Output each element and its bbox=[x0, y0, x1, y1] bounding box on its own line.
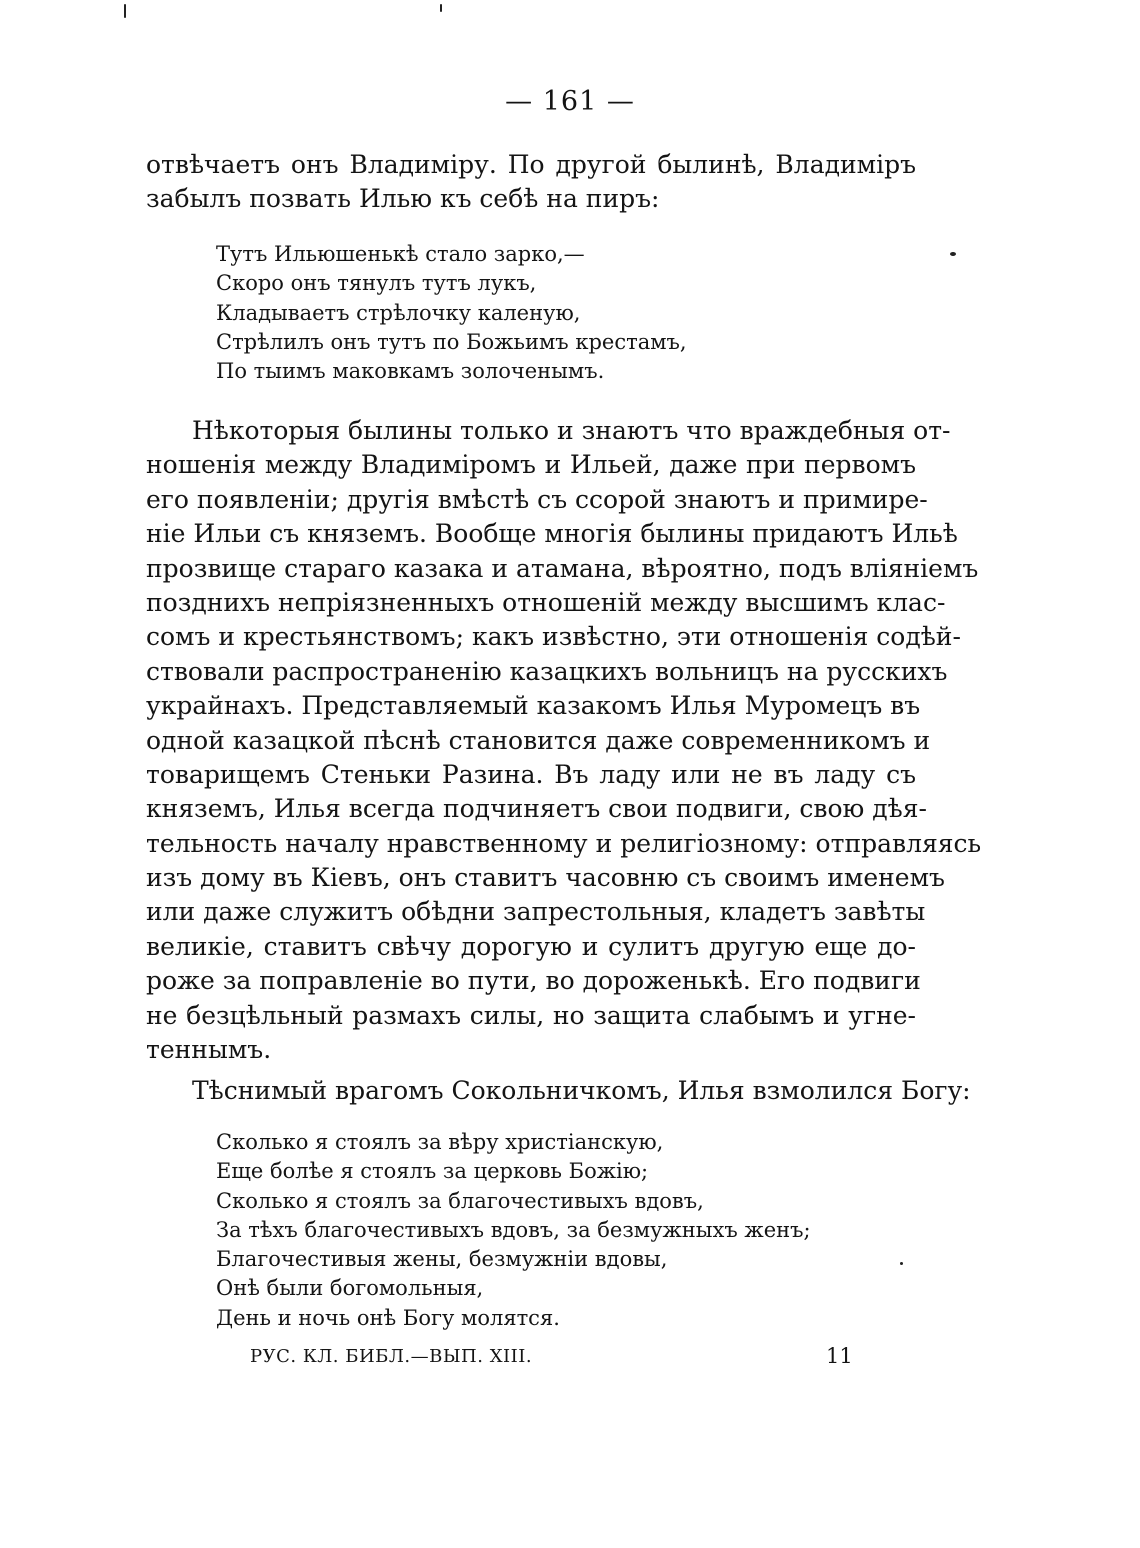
verse-line: Кладываетъ стрѣлочку каленую, bbox=[216, 300, 581, 325]
verse-line: Сколько я стоялъ за вѣру христіанскую, bbox=[216, 1130, 664, 1154]
second-paragraph bbox=[146, 1074, 971, 1108]
scan-speck bbox=[950, 252, 956, 256]
sheet-number: 11 bbox=[826, 1344, 853, 1368]
verse-line: Скоро онъ тянулъ тутъ лукъ, bbox=[216, 271, 537, 296]
text-line: тельность началу нравственному и религіозному: отправляясь bbox=[146, 828, 982, 858]
text-line: изъ дому въ Кіевъ, онъ ставитъ часовню съ своимъ именемъ bbox=[146, 863, 945, 893]
text-line: сомъ и крестьянствомъ; какъ извѣстно, эти отношенія содѣй- bbox=[146, 622, 961, 652]
scan-speck bbox=[440, 4, 442, 12]
text-line: роже за поправленіе во пути, во дороженькѣ. Его подвиги bbox=[146, 966, 921, 996]
text-line: отвѣчаетъ онъ Владиміру. По другой былинѣ, Владиміръ bbox=[146, 150, 916, 179]
text-line: Тѣснимый врагомъ Сокольничкомъ, Илья взмолился Богу: bbox=[192, 1076, 971, 1105]
text-line: товарищемъ Стеньки Разина. Въ ладу или не въ ладу съ bbox=[146, 759, 916, 789]
signature-mark: РУС. КЛ. БИБЛ.—ВЫП. XIII. bbox=[250, 1346, 533, 1367]
verse-line: День и ночь онѣ Богу молятся. bbox=[216, 1305, 560, 1330]
intro-paragraph bbox=[146, 148, 916, 217]
verse-line: По тыимъ маковкамъ золоченымъ. bbox=[216, 359, 605, 384]
verse-line: Онѣ были богомольныя, bbox=[216, 1276, 484, 1301]
text-line: ствовали распространенію казацкихъ вольницъ на русскихъ bbox=[146, 656, 948, 686]
text-line: ніе Ильи съ княземъ. Вообще многія былины придаютъ Ильѣ bbox=[146, 519, 958, 549]
verse-line: Благочестивыя жены, безмужніи вдовы, bbox=[216, 1247, 668, 1272]
text-line: его появленіи; другія вмѣстѣ съ ссорой знаютъ и примире- bbox=[146, 484, 928, 514]
page-number: — 161 — bbox=[505, 86, 635, 117]
main-paragraph bbox=[146, 414, 982, 1067]
text-line: забылъ позвать Илью къ себѣ на пиръ: bbox=[146, 184, 660, 214]
scan-speck bbox=[124, 4, 126, 18]
verse-line: За тѣхъ благочестивыхъ вдовъ, за безмужныхъ женъ; bbox=[216, 1217, 811, 1242]
text-line: украйнахъ. Представляемый казакомъ Илья Муромецъ въ bbox=[146, 691, 921, 721]
text-line: позднихъ непріязненныхъ отношеній между высшимъ клас- bbox=[146, 587, 946, 617]
text-line: теннымъ. bbox=[146, 1035, 272, 1065]
verse-line: Тутъ Ильюшенькѣ стало зарко,— bbox=[216, 242, 585, 266]
text-line: Нѣкоторыя былины только и знаютъ что враждебныя от- bbox=[192, 416, 951, 445]
scan-speck bbox=[900, 1262, 903, 1265]
verse-quote-2 bbox=[216, 1128, 811, 1333]
text-line: одной казацкой пѣснѣ становится даже современникомъ и bbox=[146, 725, 931, 755]
text-line: не безцѣльный размахъ силы, но защита слабымъ и угне- bbox=[146, 1000, 916, 1030]
verse-line: Стрѣлилъ онъ тутъ по Божьимъ крестамъ, bbox=[216, 329, 687, 354]
verse-quote-1 bbox=[216, 240, 687, 386]
text-line: ношенія между Владиміромъ и Ильей, даже при первомъ bbox=[146, 450, 916, 480]
text-line: или даже служитъ обѣдни запрестольныя, кладетъ завѣты bbox=[146, 897, 926, 927]
verse-line: Сколько я стоялъ за благочестивыхъ вдовъ, bbox=[216, 1188, 704, 1213]
verse-line: Еще болѣе я стоялъ за церковь Божію; bbox=[216, 1159, 649, 1184]
text-line: великіе, ставитъ свѣчу дорогую и сулитъ другую еще до- bbox=[146, 931, 916, 961]
text-line: прозвище стараго казака и атамана, вѣроятно, подъ вліяніемъ bbox=[146, 553, 979, 583]
text-line: княземъ, Илья всегда подчиняетъ свои подвиги, свою дѣя- bbox=[146, 794, 927, 824]
